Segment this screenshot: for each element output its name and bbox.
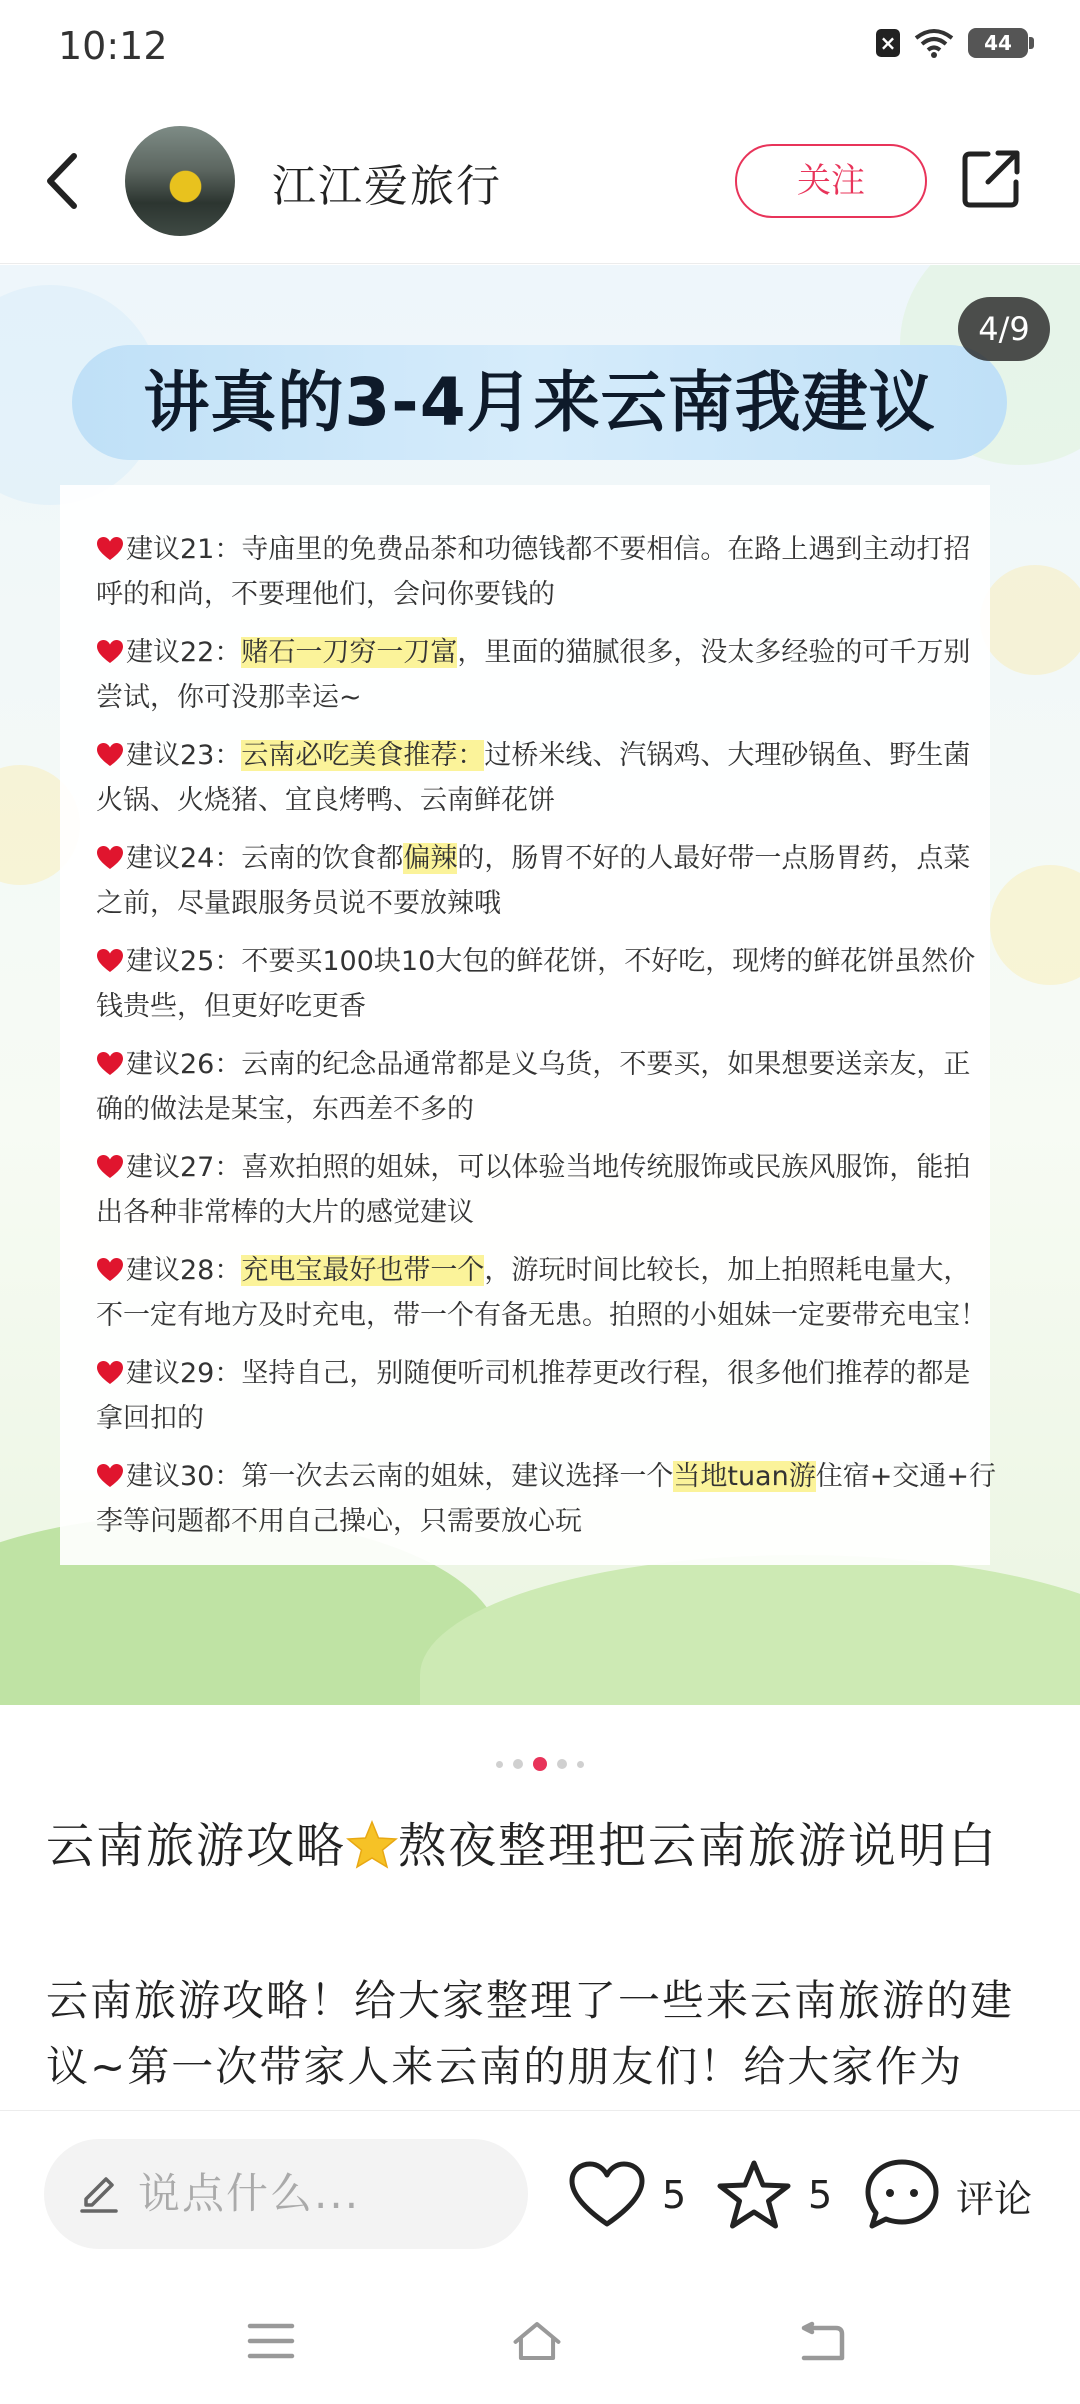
pen-icon xyxy=(78,2173,120,2215)
star-emoji-icon xyxy=(346,1820,398,1870)
tip-item xyxy=(96,836,996,926)
status-icons xyxy=(876,28,1028,58)
comment-placeholder: 说点什么... xyxy=(138,2169,361,2218)
tip-item xyxy=(96,630,996,720)
carousel-dot xyxy=(496,1761,503,1768)
heart-bullet-icon xyxy=(96,1051,124,1077)
tip-item xyxy=(96,1042,996,1132)
battery-indicator: 44 xyxy=(968,28,1028,58)
post-image-carousel[interactable] xyxy=(0,265,1080,1705)
tip-label: 建议29： xyxy=(126,1358,242,1389)
tip-text: 云南的纪念品通常都是义乌货，不要买，如果想要送亲友，正确的做法是某宝，东西差不多的 xyxy=(96,1049,971,1125)
tip-text: 不要买100块10大包的鲜花饼，不好吃，现烤的鲜花饼虽然价钱贵些，但更好吃更香 xyxy=(96,946,976,1022)
heart-bullet-icon xyxy=(96,948,124,974)
carousel-dot xyxy=(513,1759,523,1769)
comment-label: 评论 xyxy=(956,2176,1033,2221)
menu-icon[interactable] xyxy=(246,2318,296,2364)
post-title-part: 熬夜整理把云南旅游说明白 xyxy=(398,1818,999,1874)
tip-item xyxy=(96,1351,996,1441)
action-bar xyxy=(0,2110,1080,2280)
heart-bullet-icon xyxy=(96,845,124,871)
tip-label: 建议27： xyxy=(126,1152,242,1183)
carousel-dot xyxy=(577,1761,584,1768)
like-button[interactable] xyxy=(568,2159,686,2231)
author-name[interactable]: 江江爱旅行 xyxy=(272,161,502,212)
tip-label: 建议24： xyxy=(126,843,242,874)
tip-label: 建议22： xyxy=(126,637,242,668)
decor-circle xyxy=(990,865,1080,985)
comment-bubble-icon xyxy=(864,2158,940,2232)
heart-bullet-icon xyxy=(96,1463,124,1489)
post-title xyxy=(46,1810,1036,1882)
tip-highlight: 充电宝最好也带一个 xyxy=(241,1255,485,1286)
heart-bullet-icon xyxy=(96,639,124,665)
banner-title: 讲真的3-4月来云南我建议 xyxy=(143,364,936,441)
heart-bullet-icon xyxy=(96,1154,124,1180)
carousel-dots xyxy=(0,1754,1080,1774)
heart-bullet-icon xyxy=(96,536,124,562)
tip-text: 过桥米线、汽锅鸡、大理砂锅鱼、野生菌火锅、火烧猪、宜良烤鸭、云南鲜花饼 xyxy=(96,740,971,816)
post-body[interactable]: 云南旅游攻略！给大家整理了一些来云南旅游的建议~第一次带家人来云南的朋友们！给大家作为 xyxy=(46,1976,1015,2091)
tip-text: ，里面的猫腻很多，没太多经验的可千万别尝试，你可没那幸运~ xyxy=(96,637,971,713)
carousel-dot xyxy=(557,1759,567,1769)
tip-text: ，游玩时间比较长，加上拍照耗电量大，不一定有地方及时充电，带一个有备无患。拍照的小姐妹一定要带充电宝！ xyxy=(96,1255,987,1331)
tip-highlight: 当地tuan游 xyxy=(673,1461,816,1492)
back-nav-icon[interactable] xyxy=(798,2318,848,2364)
tip-item xyxy=(96,527,996,617)
post-header xyxy=(0,96,1080,264)
tip-text: 云南的饮食都 xyxy=(241,843,404,874)
tip-text: 第一次去云南的姐妹，建议选择一个 xyxy=(241,1461,674,1492)
tips-list xyxy=(96,527,996,1557)
comment-input[interactable] xyxy=(44,2139,528,2249)
tip-highlight: 偏辣 xyxy=(403,843,458,874)
home-icon[interactable] xyxy=(512,2318,562,2364)
tip-label: 建议26： xyxy=(126,1049,242,1080)
heart-bullet-icon xyxy=(96,742,124,768)
tip-label: 建议25： xyxy=(126,946,242,977)
post-title-part: 云南旅游攻略 xyxy=(46,1818,347,1874)
heart-bullet-icon xyxy=(96,1360,124,1386)
decor-hill xyxy=(420,1555,1080,1705)
heart-icon xyxy=(568,2160,646,2230)
tip-item xyxy=(96,1145,996,1235)
tip-label: 建议28： xyxy=(126,1255,242,1286)
tip-item xyxy=(96,1454,996,1544)
system-nav-bar xyxy=(0,2280,1080,2404)
tip-item xyxy=(96,733,996,823)
tip-highlight: 云南必吃美食推荐： xyxy=(241,740,485,771)
tip-text: 的，肠胃不好的人最好带一点肠胃药，点菜之前，尽量跟服务员说不要放辣哦 xyxy=(96,843,971,919)
status-time: 10:12 xyxy=(58,24,168,68)
like-count: 5 xyxy=(662,2173,687,2217)
tip-text: 坚持自己，别随便听司机推荐更改行程，很多他们推荐的都是拿回扣的 xyxy=(96,1358,971,1434)
wifi-icon xyxy=(914,28,954,58)
favorite-button[interactable] xyxy=(716,2159,832,2231)
tip-label: 建议30： xyxy=(126,1461,242,1492)
back-arrow-icon[interactable] xyxy=(38,146,88,216)
status-bar xyxy=(0,0,1080,96)
heart-bullet-icon xyxy=(96,1257,124,1283)
tip-item xyxy=(96,939,996,1029)
tip-item xyxy=(96,1248,996,1338)
page-indicator: 4/9 xyxy=(958,297,1050,361)
author-avatar[interactable] xyxy=(125,126,235,236)
follow-button[interactable]: 关注 xyxy=(735,144,927,218)
tip-highlight: 赌石一刀穷一刀富 xyxy=(241,637,458,668)
star-icon xyxy=(716,2159,792,2231)
favorite-count: 5 xyxy=(808,2173,833,2217)
tip-text: 寺庙里的免费品茶和功德钱都不要相信。在路上遇到主动打招呼的和尚，不要理他们，会问你要钱的 xyxy=(96,534,971,610)
tip-label: 建议23： xyxy=(126,740,242,771)
notification-x-icon: × xyxy=(876,29,900,57)
share-icon[interactable] xyxy=(960,148,1022,210)
tip-label: 建议21： xyxy=(126,534,242,565)
tip-text: 喜欢拍照的姐妹，可以体验当地传统服饰或民族风服饰，能拍出各种非常棒的大片的感觉建议 xyxy=(96,1152,971,1228)
carousel-dot-active xyxy=(533,1757,547,1771)
comment-button[interactable] xyxy=(864,2159,1032,2231)
tip-text: 住宿+交通+行李等问题都不用自己操心，只需要放心玩 xyxy=(96,1461,996,1537)
